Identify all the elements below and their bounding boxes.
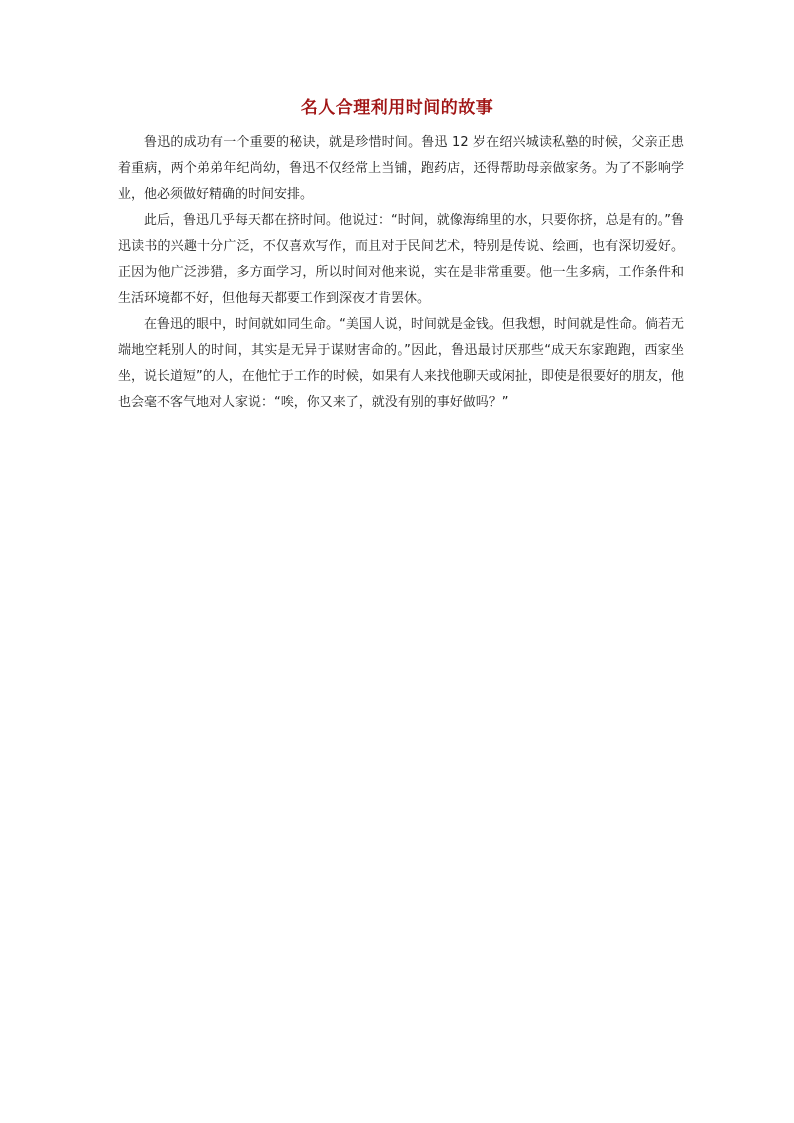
paragraph-3: 在鲁迅的眼中，时间就如同生命。“美国人说，时间就是金钱。但我想，时间就是性命。倘若无端地空耗别人的时间，其实是无异于谋财害命的。”因此，鲁迅最讨厌那些“成天东家跑跑，西家坐坐，说长道短”的人，在他忙于工作的时候，如果有人来找他聊天或闲扯，即使是很要好的朋友，他也会毫不客气地对人家说：“唉，你又来了，就没有别的事好做吗？” (118, 317, 684, 410)
document-title: 名人合理利用时间的故事 (300, 98, 494, 118)
paragraph-2: 此后，鲁迅几乎每天都在挤时间。他说过：“时间，就像海绵里的水，只要你挤，总是有的。”鲁迅读书的兴趣十分广泛，不仅喜欢写作，而且对于民间艺术，特别是传说、绘画，也有深切爱好。正因为他广泛涉猎，多方面学习，所以时间对他来说，实在是非常重要。他一生多病，工作条件和生活环境都不好，但他每天都要工作到深夜才肯罢休。 (118, 213, 684, 306)
paragraph-1: 鲁迅的成功有一个重要的秘诀，就是珍惜时间。鲁迅 12 岁在绍兴城读私塾的时候，父亲正患着重病，两个弟弟年纪尚幼，鲁迅不仅经常上当铺，跑药店，还得帮助母亲做家务。为了不影响学业，他必须做好精确的时间安排。 (118, 135, 684, 202)
document-body (118, 130, 684, 416)
